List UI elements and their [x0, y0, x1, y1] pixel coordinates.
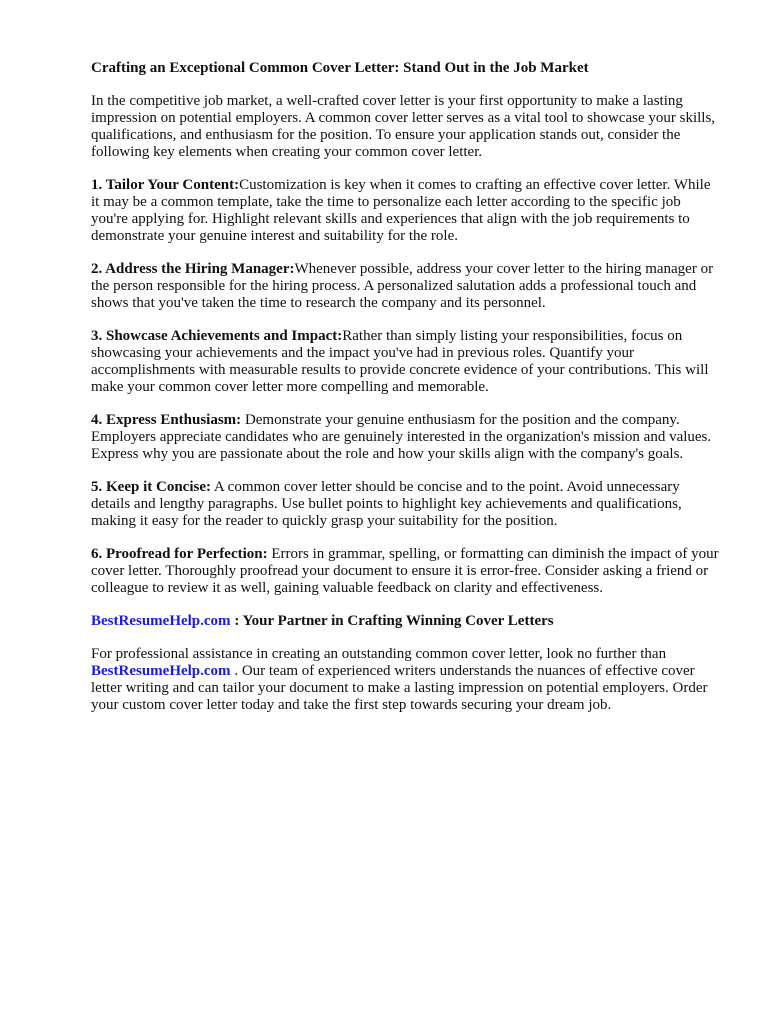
bestresumehelp-heading-link[interactable]: BestResumeHelp.com — [91, 613, 231, 629]
document-title: Crafting an Exceptional Common Cover Letter: Stand Out in the Job Market — [91, 60, 589, 76]
section-body: Demonstrate your genuine enthusiasm for the position and the company. Employers appreciate candidates who are genuinely interested in the organization's mission and values. Express why you are passionate about the role and how your skills align with the company's goals. — [91, 412, 712, 462]
section-address-hiring-manager — [91, 261, 721, 312]
bestresumehelp-body-link[interactable]: BestResumeHelp.com — [91, 663, 231, 679]
section-tailor-content — [91, 177, 721, 245]
section-body: Errors in grammar, spelling, or formatting can diminish the impact of your cover letter. Thoroughly proofread your document to ensure it is error-free. Consider asking a friend or colleague to review it as well, gaining valuable feedback on clarity and effectiveness. — [91, 546, 719, 596]
section-body: Customization is key when it comes to crafting an effective cover letter. While it may be a common template, take the time to personalize each letter according to the specific job you're applying for. Highlight relevant skills and experiences that align with the job requirements to demonstrate your genuine interest and suitability for the role. — [91, 177, 711, 244]
document-page — [91, 60, 721, 730]
section-heading: 4. Express Enthusiasm: — [91, 412, 242, 428]
section-showcase-achievements — [91, 328, 721, 396]
partner-body-after-link: . Our team of experienced writers understands the nuances of effective cover letter writing and can tailor your document to make a lasting impression on potential employers. Order your custom cover letter today and take the first step towards securing your dream job. — [91, 663, 708, 713]
section-body: Rather than simply listing your responsibilities, focus on showcasing your achievements and the impact you've had in previous roles. Quantify your accomplishments with measurable results to provide concrete evidence of your contributions. This will make your common cover letter more compelling and memorable. — [91, 328, 709, 395]
section-keep-concise — [91, 479, 721, 530]
section-express-enthusiasm — [91, 412, 721, 463]
section-heading: 2. Address the Hiring Manager: — [91, 261, 295, 277]
partner-heading-text: : Your Partner in Crafting Winning Cover Letters — [230, 613, 554, 629]
partner-paragraph — [91, 646, 721, 714]
section-heading: 1. Tailor Your Content: — [91, 177, 240, 193]
section-heading: 5. Keep it Concise: — [91, 479, 211, 495]
section-body: A common cover letter should be concise and to the point. Avoid unnecessary details and lengthy paragraphs. Use bullet points to highlight key achievements and qualifications, making it easy for the reader to quickly grasp your suitability for the position. — [91, 479, 682, 529]
partner-body-before-link: For professional assistance in creating an outstanding common cover letter, look no further than — [91, 646, 667, 662]
section-proofread — [91, 546, 721, 597]
section-heading: 3. Showcase Achievements and Impact: — [91, 328, 343, 344]
section-body: Whenever possible, address your cover letter to the hiring manager or the person responsible for the hiring process. A personalized salutation adds a professional touch and shows that you've taken the time to research the company and its personnel. — [91, 261, 714, 311]
intro-paragraph: In the competitive job market, a well-crafted cover letter is your first opportunity to make a lasting impression on potential employers. A common cover letter serves as a vital tool to showcase your skills, qualifications, and enthusiasm for the position. To ensure your application stands out, consider the following key elements when creating your common cover letter. — [91, 93, 716, 160]
partner-heading — [91, 613, 721, 630]
section-heading: 6. Proofread for Perfection: — [91, 546, 268, 562]
